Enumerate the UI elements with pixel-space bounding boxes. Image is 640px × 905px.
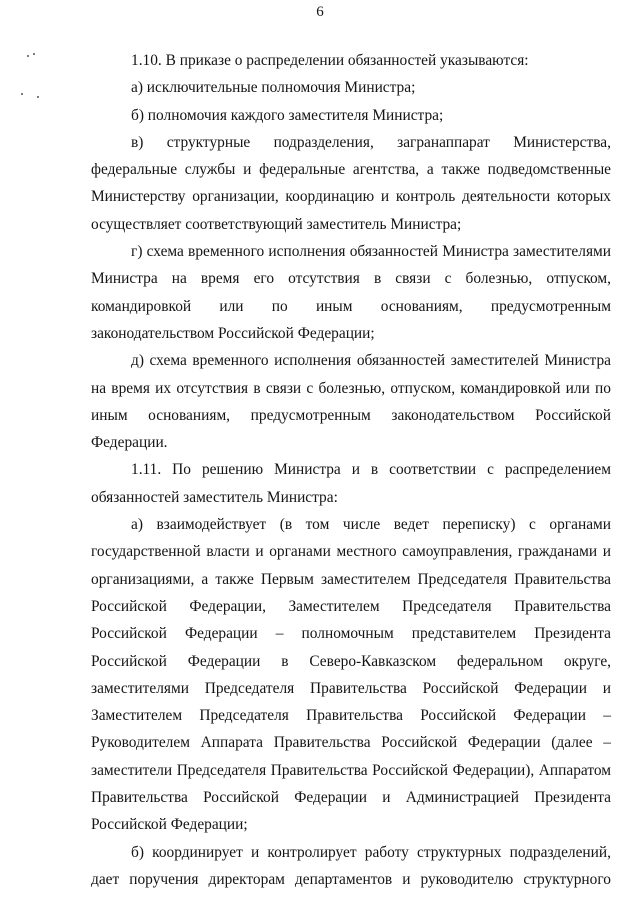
paragraph-1-10: 1.10. В приказе о распределении обязанностей указываются: [131,52,529,69]
document-body [91,47,611,893]
paragraph-item-a-exclusive-powers: а) исключительные полномочия Министра; [131,79,416,97]
page-number: 6 [316,4,324,20]
scan-mark [27,55,29,57]
scan-mark [37,96,39,98]
scan-mark [21,93,23,95]
scan-mark [33,53,35,55]
paragraph-1-11: 1.11. По решению Министра и в соответствии с распределением обязанностей заместитель Министра: [91,461,611,506]
paragraph-item-d-deputy-substitution: д) схема временного исполнения обязанностей заместителей Министра на время их отсутствия в связи с болезнью, отпуском, командировкой или по иным основаниям, предусмотренным законодательством Российской Федерации. [91,352,611,452]
paragraph-item-b-coordination: б) координирует и контролирует работу структурных подразделений, дает поручения директорам департаментов и руководителю структурного [91,843,611,888]
paragraph-item-b-deputy-powers: б) полномочия каждого заместителя Министра; [131,106,444,124]
paragraph-item-v-structural-units: в) структурные подразделения, загранаппарат Министерства, федеральные службы и федеральные агентства, а также подведомственные Министерству организации, координацию и контроль деятельности которых осуществляет соответствующий заместитель Министра; [91,133,611,233]
paragraph-item-a-interaction: а) взаимодействует (в том числе ведет переписку) с органами государственной власти и органами местного самоуправления, гражданами и организациями, а также Первым заместителем Председателя Правительства Российской Федерации, Заместителем Председателя Правительства Российской Федерации – полномочным представителем Президента Российской Федерации в Северо-Кавказском федеральном округе, заместителями Председателя Правительства Российской Федерации и Заместителем Председателя Правительства Российской Федерации – Руководителем Аппарата Правительства Российской Федерации (далее – заместители Председателя Правительства Российской Федерации), Аппаратом Правительства Российской Федерации и Администрацией Президента Российской Федерации; [91,516,611,834]
paragraph-item-g-minister-substitution: г) схема временного исполнения обязанностей Министра заместителями Министра на время его отсутствия в связи с болезнью, отпуском, командировкой или по иным основаниям, предусмотренным законодательством Российской Федерации; [91,243,611,342]
